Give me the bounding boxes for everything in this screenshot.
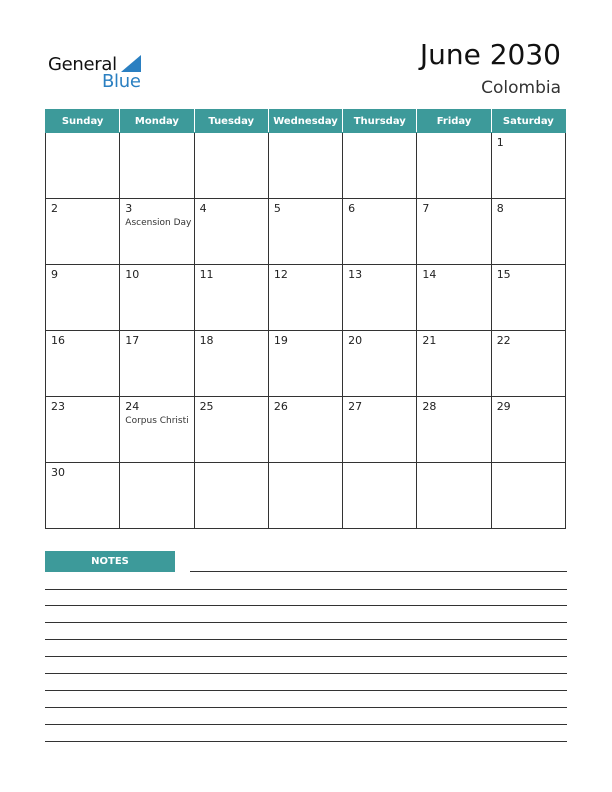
day-cell xyxy=(268,199,342,265)
day-number: 21 xyxy=(422,334,437,347)
week-row xyxy=(46,463,566,529)
day-number: 3 xyxy=(125,202,133,215)
day-number xyxy=(343,133,416,136)
day-cell xyxy=(268,133,342,199)
day-number: 27 xyxy=(348,400,363,413)
day-number: 2 xyxy=(51,202,58,215)
day-cell xyxy=(194,199,268,265)
day-number xyxy=(417,463,490,466)
day-number: 20 xyxy=(348,334,363,347)
day-cell xyxy=(194,133,268,199)
day-cell xyxy=(194,397,268,463)
day-cell xyxy=(120,133,194,199)
day-cell xyxy=(268,265,342,331)
note-line xyxy=(45,589,567,590)
week-row xyxy=(46,199,566,265)
day-number: 15 xyxy=(496,268,511,281)
day-number: 26 xyxy=(273,400,288,413)
weekday-wednesday: Wednesday xyxy=(268,110,342,133)
note-line xyxy=(45,622,567,623)
logo-general-text: General xyxy=(48,54,117,75)
note-line xyxy=(45,639,567,640)
day-cell xyxy=(46,397,120,463)
day-cell xyxy=(194,331,268,397)
holiday-label: Ascension Day xyxy=(125,218,192,228)
day-number: 12 xyxy=(273,268,288,281)
note-line xyxy=(45,656,567,657)
day-cell xyxy=(417,463,491,529)
day-cell xyxy=(120,331,194,397)
day-cell xyxy=(491,463,565,529)
day-number xyxy=(269,133,342,136)
day-number xyxy=(120,133,193,136)
day-number xyxy=(492,463,565,466)
weekday-header-row xyxy=(46,110,566,133)
weekday-saturday: Saturday xyxy=(491,110,565,133)
day-cell xyxy=(120,265,194,331)
day-number xyxy=(120,463,193,466)
day-cell xyxy=(343,397,417,463)
week-row xyxy=(46,397,566,463)
note-line xyxy=(45,707,567,708)
week-row xyxy=(46,265,566,331)
day-number: 30 xyxy=(51,466,65,479)
day-cell xyxy=(491,199,565,265)
logo xyxy=(48,52,148,92)
day-cell xyxy=(194,265,268,331)
day-cell xyxy=(417,397,491,463)
day-cell xyxy=(417,265,491,331)
day-cell xyxy=(120,463,194,529)
weekday-sunday: Sunday xyxy=(46,110,120,133)
day-number: 7 xyxy=(422,202,430,215)
day-number: 25 xyxy=(199,400,214,413)
note-line xyxy=(45,690,567,691)
day-cell xyxy=(268,331,342,397)
day-number: 28 xyxy=(422,400,437,413)
day-cell xyxy=(417,133,491,199)
day-cell xyxy=(268,463,342,529)
note-line xyxy=(45,673,567,674)
day-cell xyxy=(343,463,417,529)
day-number xyxy=(417,133,490,136)
day-number: 17 xyxy=(125,334,140,347)
day-cell xyxy=(46,331,120,397)
day-cell xyxy=(491,265,565,331)
day-cell xyxy=(120,397,194,463)
day-number xyxy=(343,463,416,466)
day-cell xyxy=(120,199,194,265)
day-number xyxy=(195,463,268,466)
weekday-tuesday: Tuesday xyxy=(194,110,268,133)
day-number: 8 xyxy=(496,202,504,215)
notes-label: NOTES xyxy=(45,551,175,572)
day-cell xyxy=(491,331,565,397)
day-number: 24 xyxy=(125,400,140,413)
calendar-grid xyxy=(45,109,566,529)
day-cell xyxy=(491,133,565,199)
day-number: 11 xyxy=(199,268,214,281)
day-number: 18 xyxy=(199,334,214,347)
day-number xyxy=(269,463,342,466)
day-cell xyxy=(417,331,491,397)
day-cell xyxy=(46,463,120,529)
page-title: June 2030 xyxy=(419,38,561,71)
week-row xyxy=(46,133,566,199)
day-cell xyxy=(343,133,417,199)
day-number: 14 xyxy=(422,268,437,281)
day-number: 5 xyxy=(273,202,281,215)
day-number: 6 xyxy=(348,202,356,215)
day-cell xyxy=(343,265,417,331)
day-cell xyxy=(46,133,120,199)
weekday-thursday: Thursday xyxy=(343,110,417,133)
weekday-monday: Monday xyxy=(120,110,194,133)
day-number: 9 xyxy=(51,268,58,281)
day-number: 29 xyxy=(496,400,511,413)
week-row xyxy=(46,331,566,397)
note-line xyxy=(45,605,567,606)
note-line xyxy=(45,724,567,725)
day-number: 16 xyxy=(51,334,65,347)
day-cell xyxy=(343,199,417,265)
day-cell xyxy=(268,397,342,463)
day-cell xyxy=(46,199,120,265)
day-number: 4 xyxy=(199,202,207,215)
day-number: 13 xyxy=(348,268,363,281)
country-name: Colombia xyxy=(481,78,561,98)
note-line xyxy=(45,741,567,742)
day-number xyxy=(195,133,268,136)
day-number: 22 xyxy=(496,334,511,347)
logo-triangle-icon xyxy=(121,55,141,72)
day-number: 23 xyxy=(51,400,65,413)
day-number: 1 xyxy=(496,136,504,149)
note-line xyxy=(190,571,567,572)
holiday-label: Corpus Christi xyxy=(125,416,189,426)
day-cell xyxy=(343,331,417,397)
day-number: 10 xyxy=(125,268,140,281)
day-number: 19 xyxy=(273,334,288,347)
day-number xyxy=(46,133,119,136)
day-cell xyxy=(491,397,565,463)
day-cell xyxy=(417,199,491,265)
day-cell xyxy=(46,265,120,331)
logo-blue-text: Blue xyxy=(102,71,141,92)
weekday-friday: Friday xyxy=(417,110,491,133)
day-cell xyxy=(194,463,268,529)
